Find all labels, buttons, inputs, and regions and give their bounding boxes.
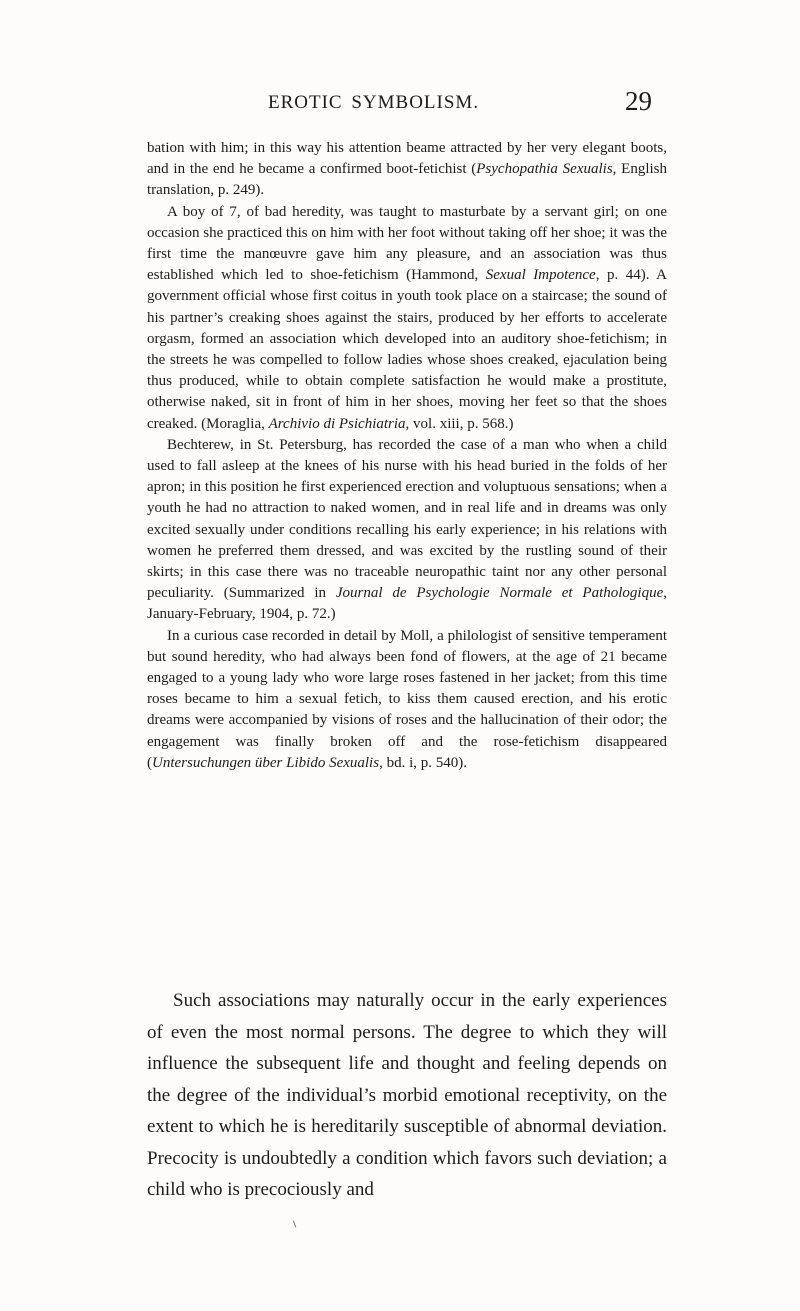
page-number: 29 — [625, 86, 652, 116]
main-text — [147, 985, 667, 1206]
cited-title: Psychopathia Sexualis — [476, 161, 613, 178]
ink-mark — [293, 1220, 299, 1228]
note-paragraph: In a curious case recorded in detail by Moll, a philologist of sensitive temperament but sound heredity, who had always been fond of flowers, at the age of 21 became engaged to a young lady who wore large roses fastened in her jacket; from this time roses became to him a sexual fetich, to kiss them caused erection, and his erotic dreams were accompanied by visions of roses and the hallucination of their odor; the engagement was finally broken off and the rose-fetichism disappeared (Untersuchungen über Libido Sexualis, bd. i, p. 540). — [147, 627, 667, 771]
running-title: EROTIC SYMBOLISM. — [268, 92, 480, 113]
cited-title: Journal de Psychologie Normale et Pathologique — [335, 585, 664, 602]
running-head — [268, 88, 652, 118]
cited-title: Untersuchungen über Libido Sexualis — [152, 754, 380, 771]
case-notes — [147, 138, 667, 774]
note-paragraph: Bechterew, in St. Petersburg, has recorded the case of a man who when a child used to fall asleep at the knees of his nurse with his head buried in the folds of her apron; in this position he first experienced erection and voluptuous sensations; when a youth he had no attraction to naked women, and in real life and in dreams was only excited sexually under conditions recalling his early experience; in his relations with women he preferred them dressed, and was excited by the rustling sound of their skirts; in this case there was no traceable neuropathic taint nor any other personal peculiarity. (Summarized in Journal de Psychologie Normale et Pathologique, January-February, 1904, p. 72.) — [147, 436, 667, 623]
cited-title: Archivio di Psichiatria — [268, 415, 406, 432]
cited-title: Sexual Impotence — [485, 267, 596, 284]
main-paragraph: Such associations may naturally occur in the early experiences of even the most normal persons. The degree to which they will influence the subsequent life and thought and feeling depends on the degree of the individual’s morbid emotional receptivity, on the extent to which he is hereditarily susceptible of abnormal deviation. Precocity is undoubtedly a condition which favors such deviation; a child who is precociously and — [147, 990, 667, 1200]
note-paragraph: A boy of 7, of bad heredity, was taught to masturbate by a servant girl; on one occasion she practiced this on him with her foot without taking off her shoe; it was the first time the manœuvre gave him any pleasure, and an association was thus established which led to shoe-fetichism (Hammond, Sexual Impotence, p. 44). A government official whose first coitus in youth took place on a staircase; the sound of his partner’s creaking shoes against the stairs, produced by her efforts to accelerate orgasm, formed an association which developed into an auditory shoe-fetichism; in the streets he was compelled to follow ladies whose shoes creaked, ejaculation being thus produced, while to obtain complete satisfaction he would make a prostitute, otherwise naked, sit in front of him in her shoes, moving her feet so that the shoes creaked. (Moraglia, Archivio di Psichiatria, vol. xiii, p. 568.) — [147, 203, 668, 432]
note-paragraph: bation with him; in this way his attention beame attracted by her very elegant boots, and in the end he became a confirmed boot-fetichist (Psychopathia Sexualis, English translation, p. 249). — [147, 140, 667, 199]
